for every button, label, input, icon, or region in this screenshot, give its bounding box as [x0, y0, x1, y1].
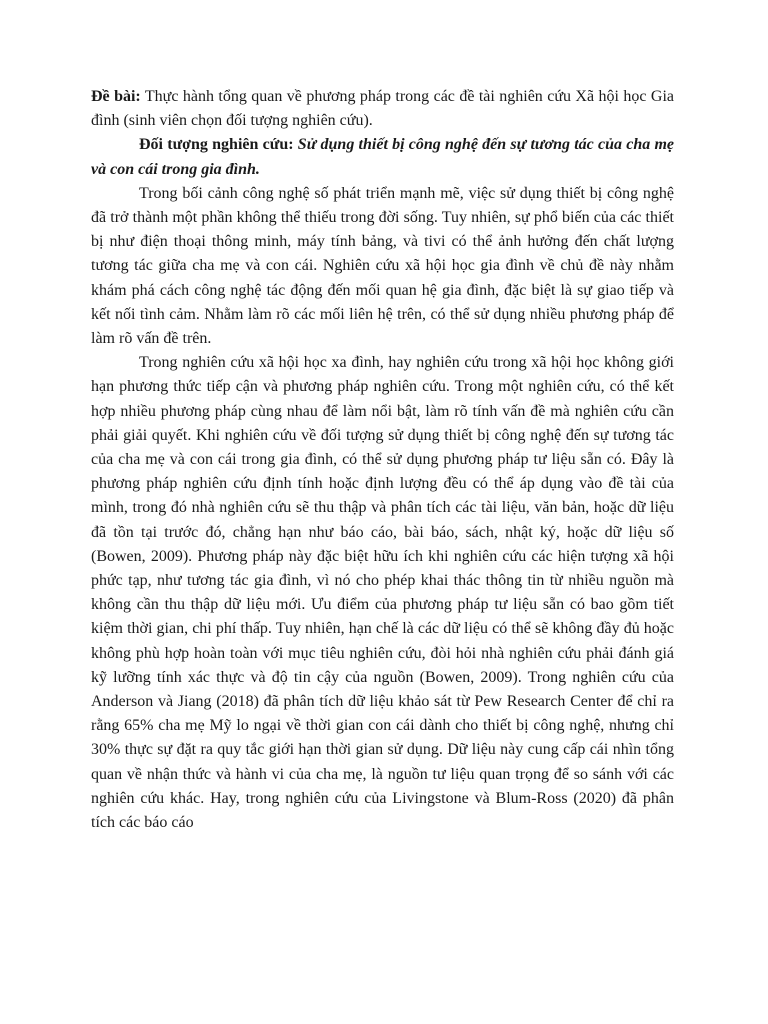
body-paragraph-1: Trong bối cảnh công nghệ số phát triển mạnh mẽ, việc sử dụng thiết bị công nghệ đã trở thành một phần không thể thiếu trong đời sống. Tuy nhiên, sự phổ biến của các thiết bị như điện thoại thông minh, máy tính bảng, và tivi có thể ảnh hưởng đến chất lượng tương tác giữa cha mẹ và con cái. Nghiên cứu xã hội học gia đình về chủ đề này nhằm khám phá cách công nghệ tác động đến mối quan hệ gia đình, đặc biệt là sự giao tiếp và kết nối tình cảm. Nhằm làm rõ các mối liên hệ trên, có thể sử dụng nhiều phương pháp để làm rõ vấn đề trên. [91, 184, 674, 348]
assignment-paragraph [91, 85, 674, 133]
subject-title: Sử dụng thiết bị công nghệ đến sự tương tác của cha mẹ và con cái trong gia đình. [91, 136, 674, 178]
subject-paragraph [91, 133, 674, 181]
document-page [91, 85, 674, 835]
subject-label: Đối tượng nghiên cứu: [139, 136, 294, 154]
body-paragraph-2: Trong nghiên cứu xã hội học xa đình, hay nghiên cứu trong xã hội học không giới hạn phương thức tiếp cận và phương pháp nghiên cứu. Trong một nghiên cứu, có thể kết hợp nhiều phương pháp cùng nhau để làm nổi bật, làm rõ tính vấn đề mà nghiên cứu cần phải giải quyết. Khi nghiên cứu về đối tượng sử dụng thiết bị công nghệ đến sự tương tác của cha mẹ và con cái trong gia đình, có thể sử dụng phương pháp tư liệu sẵn có. Đây là phương pháp nghiên cứu định tính hoặc định lượng đều có thể áp dụng vào đề tài của mình, trong đó nhà nghiên cứu sẽ thu thập và phân tích các tài liệu, văn bản, hoặc dữ liệu đã tồn tại trước đó, chẳng hạn như báo cáo, bài báo, sách, nhật ký, hoặc dữ liệu số (Bowen, 2009). Phương pháp này đặc biệt hữu ích khi nghiên cứu các hiện tượng xã hội phức tạp, như tương tác gia đình, vì nó cho phép khai thác thông tin từ nhiều nguồn mà không cần thu thập dữ liệu mới. Ưu điểm của phương pháp tư liệu sẵn có bao gồm tiết kiệm thời gian, chi phí thấp. Tuy nhiên, hạn chế là các dữ liệu có thể sẽ không đầy đủ hoặc không phù hợp hoàn toàn với mục tiêu nghiên cứu, đòi hỏi nhà nghiên cứu phải đánh giá kỹ lưỡng tính xác thực và độ tin cậy của nguồn (Bowen, 2009). Trong nghiên cứu của Anderson và Jiang (2018) đã phân tích dữ liệu khảo sát từ Pew Research Center để chỉ ra rằng 65% cha mẹ Mỹ lo ngại về thời gian con cái dành cho thiết bị công nghệ, nhưng chỉ 30% thực sự đặt ra quy tắc giới hạn thời gian sử dụng. Dữ liệu này cung cấp cái nhìn tổng quan về nhận thức và hành vi của cha mẹ, là nguồn tư liệu quan trọng để so sánh với các nghiên cứu khác. Hay, trong nghiên cứu của Livingstone và Blum-Ross (2020) đã phân tích các báo cáo [91, 354, 674, 832]
assignment-text: Thực hành tổng quan về phương pháp trong các đề tài nghiên cứu Xã hội học Gia đình (sinh viên chọn đối tượng nghiên cứu). [91, 88, 675, 130]
assignment-label: Đề bài: [91, 88, 141, 105]
